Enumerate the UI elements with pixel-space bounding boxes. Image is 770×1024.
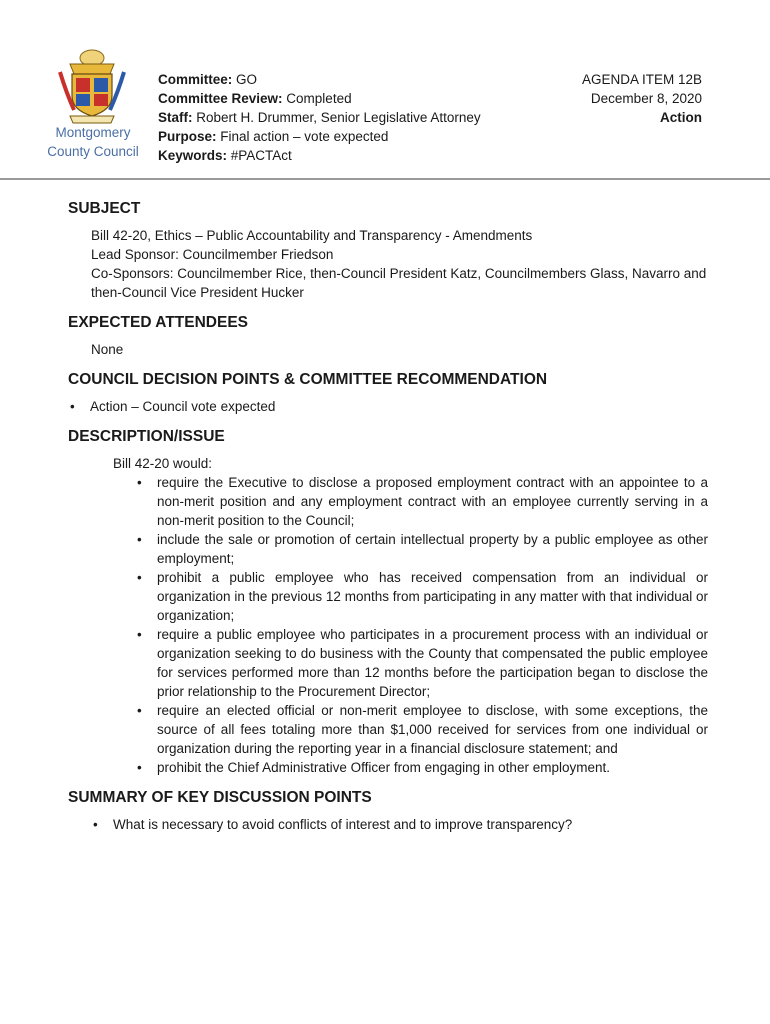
committee-line: Committee: GO [158, 72, 258, 87]
document-body [68, 198, 708, 844]
list-item: • require an elected official or non-merit employee to disclose, with some exceptions, the source of all fees totaling more than $1,000 received for services from one individual or organization during the reporting year in a financial disclosure statement; and [135, 701, 708, 758]
agenda-item-number: AGENDA ITEM 12B [581, 72, 702, 87]
document-header [0, 0, 770, 182]
keywords-line: Keywords: #PACTAct [158, 148, 292, 163]
subject-line: Lead Sponsor: Councilmember Friedson [91, 247, 334, 262]
list-item: • What is necessary to avoid conflicts of interest and to improve transparency? [91, 815, 708, 834]
decision-heading: COUNCIL DECISION POINTS & COMMITTEE RECOMMENDATION [68, 371, 548, 388]
logo-line-1: Montgomery [55, 125, 131, 140]
summary-heading: SUMMARY OF KEY DISCUSSION POINTS [68, 789, 372, 806]
logo-line-2: County Council [47, 144, 139, 159]
county-seal-icon [56, 44, 128, 126]
list-item: • prohibit the Chief Administrative Officer from engaging in other employment. [135, 758, 708, 777]
description-intro: Bill 42-20 would: [113, 456, 213, 471]
summary-list [91, 815, 708, 834]
attendees-text: None [91, 342, 124, 357]
subject-line: Co-Sponsors: Councilmember Rice, then-Council President Katz, Councilmembers Glass, Navarro and then-Council Vice President Hucker [91, 266, 707, 300]
subject-line: Bill 42-20, Ethics – Public Accountability and Transparency - Amendments [91, 228, 533, 243]
list-item: • require the Executive to disclose a proposed employment contract with an appointee to a non-merit position and any employment contract with an employee currently serving in a non-merit position to the Council; [135, 473, 708, 530]
agenda-date: December 8, 2020 [590, 91, 702, 106]
attendees-section [68, 312, 708, 359]
agenda-block [582, 70, 702, 127]
summary-section [68, 787, 708, 834]
decision-list [68, 397, 708, 416]
description-heading: DESCRIPTION/ISSUE [68, 428, 225, 445]
committee-review-line: Committee Review: Completed [158, 91, 352, 106]
memo-metadata [158, 70, 481, 165]
subject-text [91, 226, 708, 302]
list-item: • require a public employee who participates in a procurement process with an individual or organization seeking to do business with the County that compensated the public employee for services performed more than 12 months before the participation began to disclose the prior relationship to the Procurement Director; [135, 625, 708, 701]
agenda-type: Action [660, 110, 702, 125]
description-list [135, 473, 708, 777]
header-divider [0, 178, 770, 180]
list-item: • Action – Council vote expected [68, 397, 708, 416]
list-item: • prohibit a public employee who has received compensation from an individual or organization in the previous 12 months from participating in any matter with that individual or organization; [135, 568, 708, 625]
subject-heading: SUBJECT [68, 200, 141, 217]
attendees-heading: EXPECTED ATTENDEES [68, 314, 248, 331]
council-logo-text [40, 123, 146, 161]
subject-section [68, 198, 708, 302]
decision-section [68, 369, 708, 416]
description-section [68, 426, 708, 777]
purpose-line: Purpose: Final action – vote expected [158, 129, 389, 144]
list-item: • include the sale or promotion of certain intellectual property by a public employee as other employment; [135, 530, 708, 568]
staff-line: Staff: Robert H. Drummer, Senior Legislative Attorney [158, 110, 481, 125]
